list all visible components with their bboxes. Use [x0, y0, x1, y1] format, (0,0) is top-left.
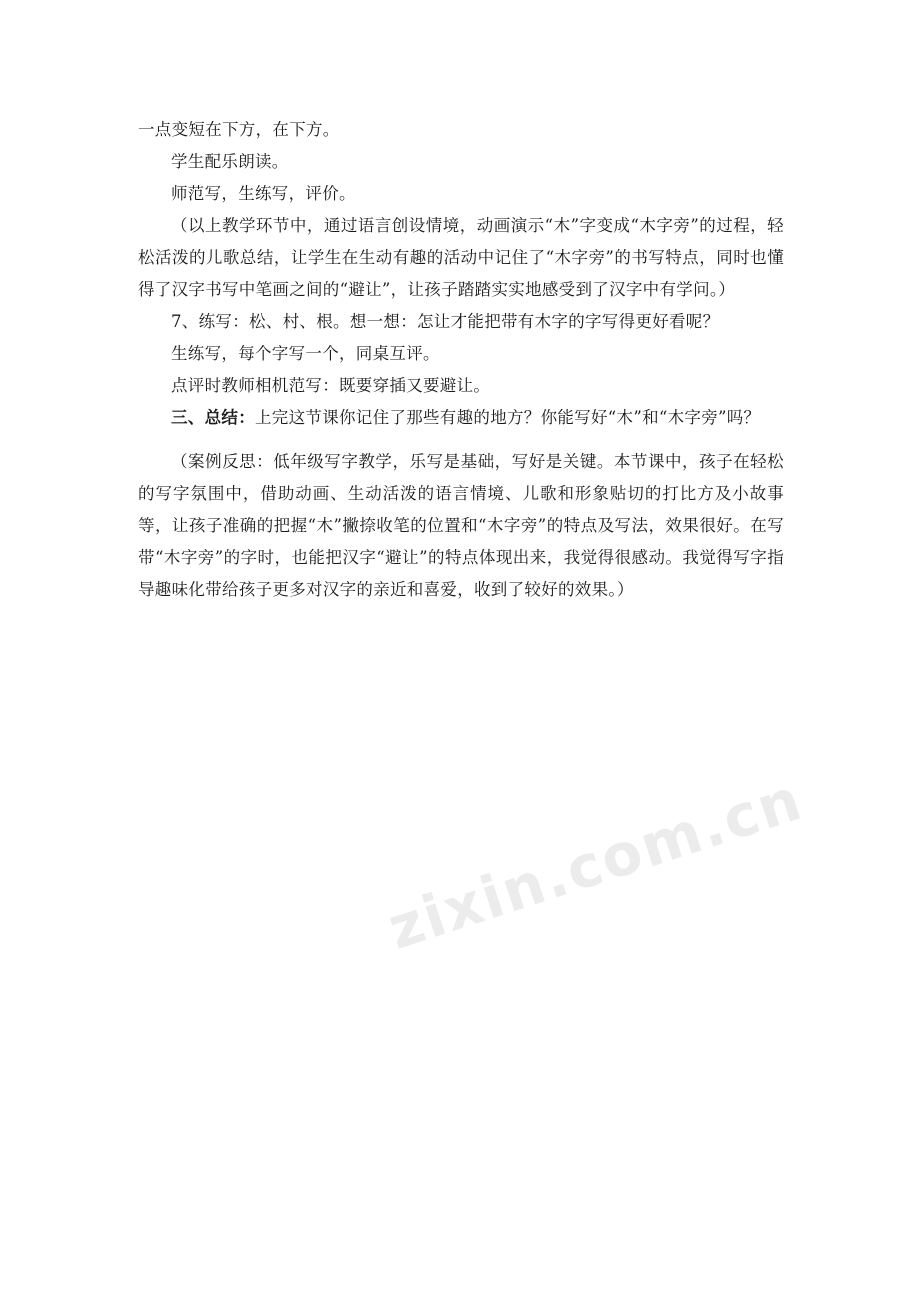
paragraph-teacher-comment: 点评时教师相机范写：既要穿插又要避让。	[171, 376, 491, 395]
paragraph-peer-review: 生练写，每个字写一个，同桌互评。	[171, 344, 440, 363]
summary-text: 上完这节课你记住了那些有趣的地方？你能写好“木”和“木字旁”吗？	[255, 408, 761, 427]
paragraph-summary	[138, 402, 784, 434]
paragraph-student-reading: 学生配乐朗读。	[171, 152, 289, 171]
paragraph-case-reflection: （案例反思：低年级写字教学，乐写是基础，写好是关键。本节课中，孩子在轻松的写字氛围中，借助动画、生动活泼的语言情境、儿歌和形象贴切的打比方及小故事等，让孩子准确的把握“木”撇捺收笔的位置和“木字旁”的特点及写法，效果很好。在写带“木字旁”的字时，也能把汉字“避让”的特点体现出来，我觉得很感动。我觉得写字指导趣味化带给孩子更多对汉字的亲近和喜爱，收到了较好的效果。）	[138, 452, 784, 599]
paragraph-teacher-demo: 师范写，生练写，评价。	[171, 184, 356, 203]
watermark: zixin.com.cn	[380, 764, 811, 963]
paragraph-practice-writing: 7、练写：松、村、根。想一想：怎让才能把带有木字的字写得更好看呢？	[171, 312, 720, 331]
paragraph-continuation: 一点变短在下方，在下方。	[138, 120, 340, 139]
document-body	[138, 114, 784, 606]
summary-heading: 三、总结：	[171, 408, 255, 427]
paragraph-teaching-note: （以上教学环节中，通过语言创设情境，动画演示“木”字变成“木字旁”的过程，轻松活泼的儿歌总结，让学生在生动有趣的活动中记住了“木字旁”的书写特点，同时也懂得了汉字书写中笔画之间的“避让”，让孩子踏踏实实地感受到了汉字中有学问。）	[138, 216, 784, 299]
